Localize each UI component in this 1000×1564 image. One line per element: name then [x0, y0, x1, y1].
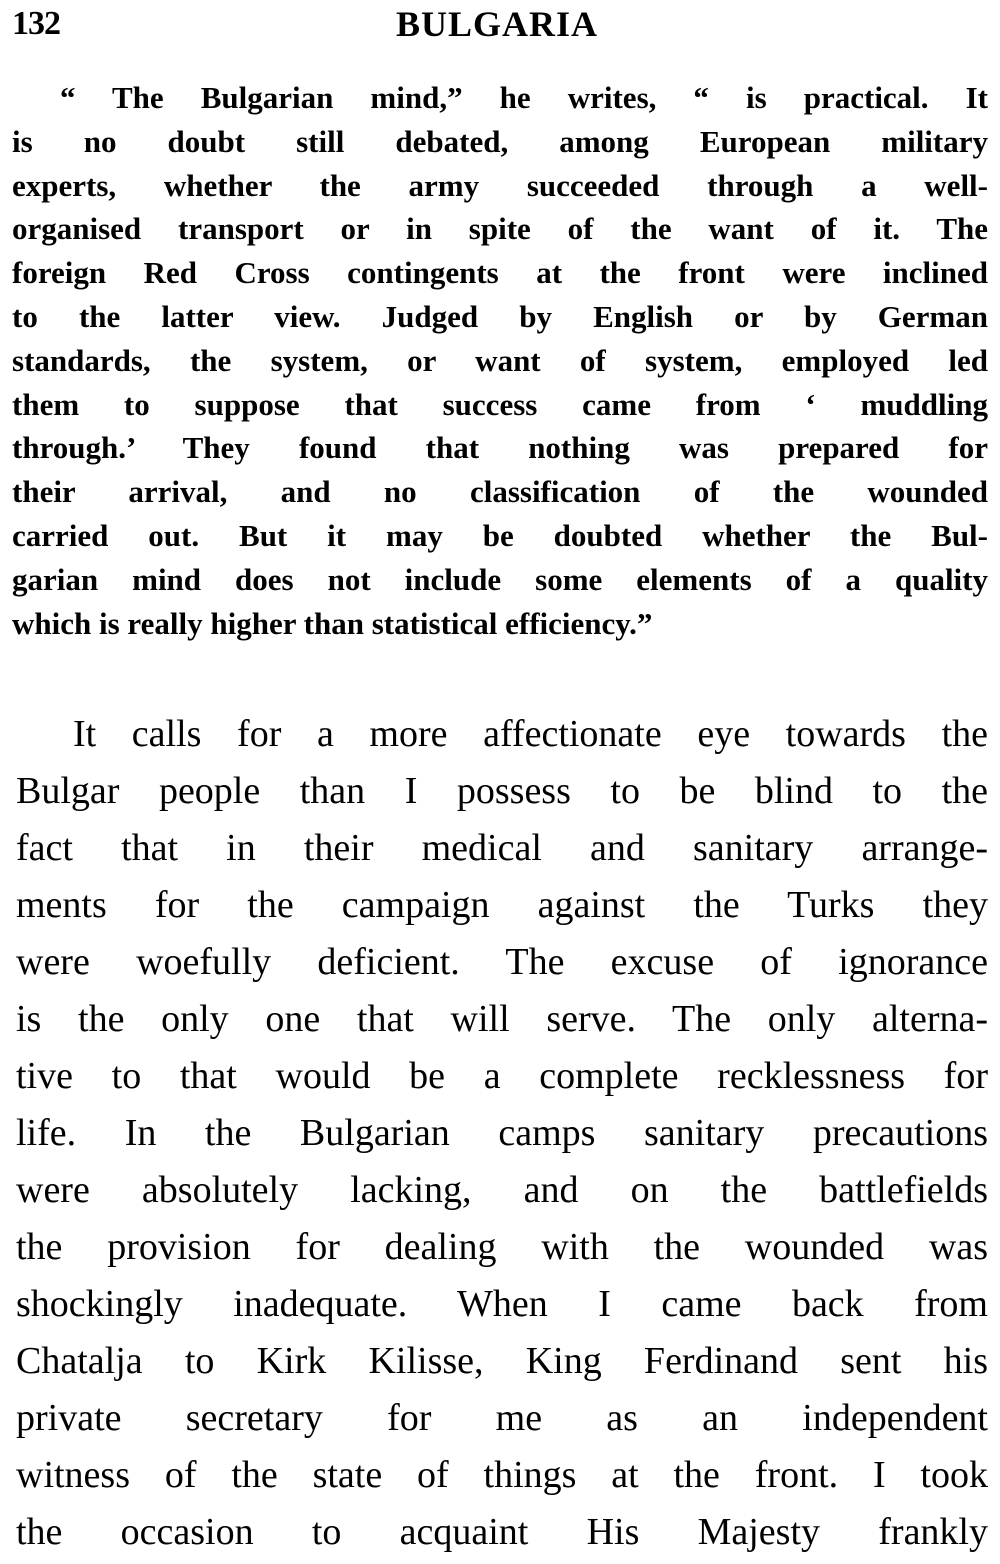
- quoted-passage: [12, 76, 988, 645]
- page-header: [12, 2, 988, 50]
- body-line: the provision for dealing with the wounded was: [16, 1226, 988, 1268]
- quote-line: “ The Bulgarian mind,” he writes, “ is practical. It: [60, 80, 988, 115]
- quote-line: them to suppose that success came from ‘ muddling: [12, 386, 988, 422]
- body-line: the occasion to acquaint His Majesty frankly: [16, 1511, 988, 1553]
- body-line: private secretary for me as an independent: [16, 1397, 988, 1439]
- body-line: Chatalja to Kirk Kilisse, King Ferdinand sent his: [16, 1340, 988, 1382]
- running-head: BULGARIA: [396, 4, 599, 44]
- body-line: shockingly inadequate. When I came back from: [16, 1283, 988, 1325]
- body-line: It calls for a more affectionate eye towards the: [73, 713, 988, 755]
- body-line: ments for the campaign against the Turks they: [16, 884, 988, 926]
- quote-line: to the latter view. Judged by English or by German: [12, 298, 988, 334]
- body-line: is the only one that will serve. The only alterna-: [16, 998, 988, 1040]
- quote-line: through.’ They found that nothing was prepared for: [12, 430, 988, 466]
- quote-line: garian mind does not include some elements of a quality: [12, 561, 988, 597]
- body-line: life. In the Bulgarian camps sanitary precautions: [16, 1112, 988, 1154]
- body-line: Bulgar people than I possess to be blind to the: [16, 770, 988, 812]
- quote-line: is no doubt still debated, among European military: [12, 123, 988, 159]
- quote-line: which is really higher than statistical efficiency.”: [12, 605, 653, 641]
- quote-line: their arrival, and no classification of the wounded: [12, 474, 988, 510]
- quote-line: organised transport or in spite of the want of it. The: [12, 211, 988, 247]
- quote-line: standards, the system, or want of system, employed led: [12, 342, 988, 378]
- body-line: fact that in their medical and sanitary arrange-: [16, 827, 988, 869]
- body-paragraph: [16, 706, 988, 1561]
- quote-line: experts, whether the army succeeded through a well-: [12, 167, 988, 203]
- quote-line: carried out. But it may be doubted whether the Bul-: [12, 517, 988, 553]
- body-line: were woefully deficient. The excuse of ignorance: [16, 941, 988, 983]
- quote-line: foreign Red Cross contingents at the front were inclined: [12, 255, 988, 291]
- body-line: were absolutely lacking, and on the battlefields: [16, 1169, 988, 1211]
- body-line: tive to that would be a complete recklessness for: [16, 1055, 988, 1097]
- body-line: witness of the state of things at the front. I took: [16, 1454, 988, 1496]
- page-number: 132: [12, 5, 60, 42]
